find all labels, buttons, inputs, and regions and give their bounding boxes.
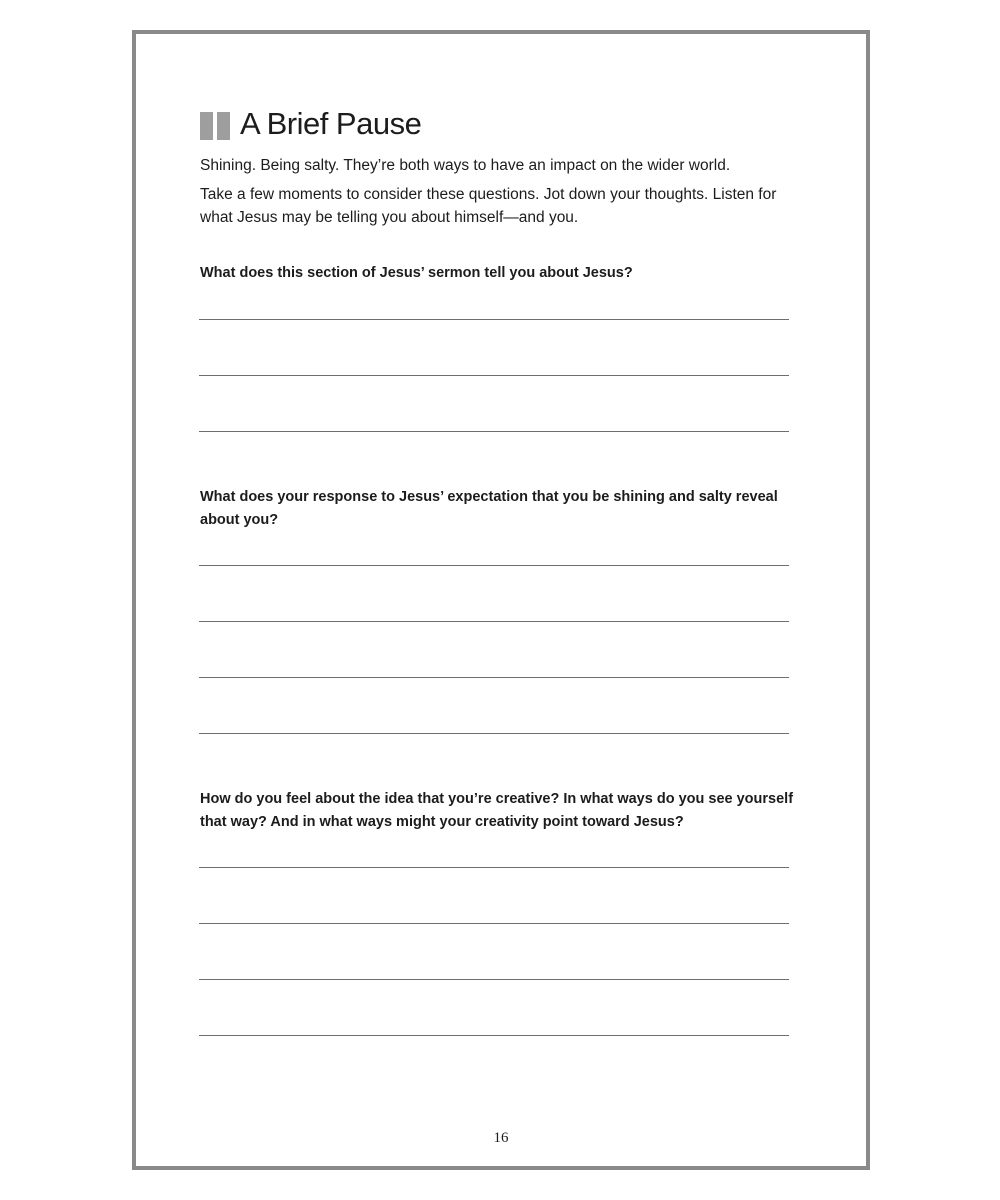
answer-line-q1-1[interactable] xyxy=(199,319,789,320)
question-1: What does this section of Jesus’ sermon tell you about Jesus? xyxy=(200,265,633,281)
section-title: A Brief Pause xyxy=(240,106,422,141)
answer-line-q3-3[interactable] xyxy=(199,979,789,980)
pause-bar-left xyxy=(200,112,213,140)
answer-line-q2-4[interactable] xyxy=(199,733,789,734)
answer-line-q3-2[interactable] xyxy=(199,923,789,924)
page-number: 16 xyxy=(493,1130,509,1146)
answer-line-q1-3[interactable] xyxy=(199,431,789,432)
pause-bar-right xyxy=(217,112,230,140)
answer-line-q2-2[interactable] xyxy=(199,621,789,622)
answer-line-q1-2[interactable] xyxy=(199,375,789,376)
answer-line-q2-3[interactable] xyxy=(199,677,789,678)
answer-line-q2-1[interactable] xyxy=(199,565,789,566)
workbook-page xyxy=(132,30,870,1170)
intro-line-2: Take a few moments to consider these questions. Jot down your thoughts. Listen for what Jesus may be telling you about himself—and you. xyxy=(200,186,777,226)
question-2: What does your response to Jesus’ expectation that you be shining and salty reveal about you? xyxy=(200,489,778,528)
pause-icon xyxy=(200,112,232,140)
question-3: How do you feel about the idea that you’re creative? In what ways do you see yourself that way? And in what ways might your creativity point toward Jesus? xyxy=(200,791,794,830)
answer-line-q3-1[interactable] xyxy=(199,867,789,868)
intro-line-1: Shining. Being salty. They’re both ways to have an impact on the wider world. xyxy=(200,157,731,174)
answer-line-q3-4[interactable] xyxy=(199,1035,789,1036)
